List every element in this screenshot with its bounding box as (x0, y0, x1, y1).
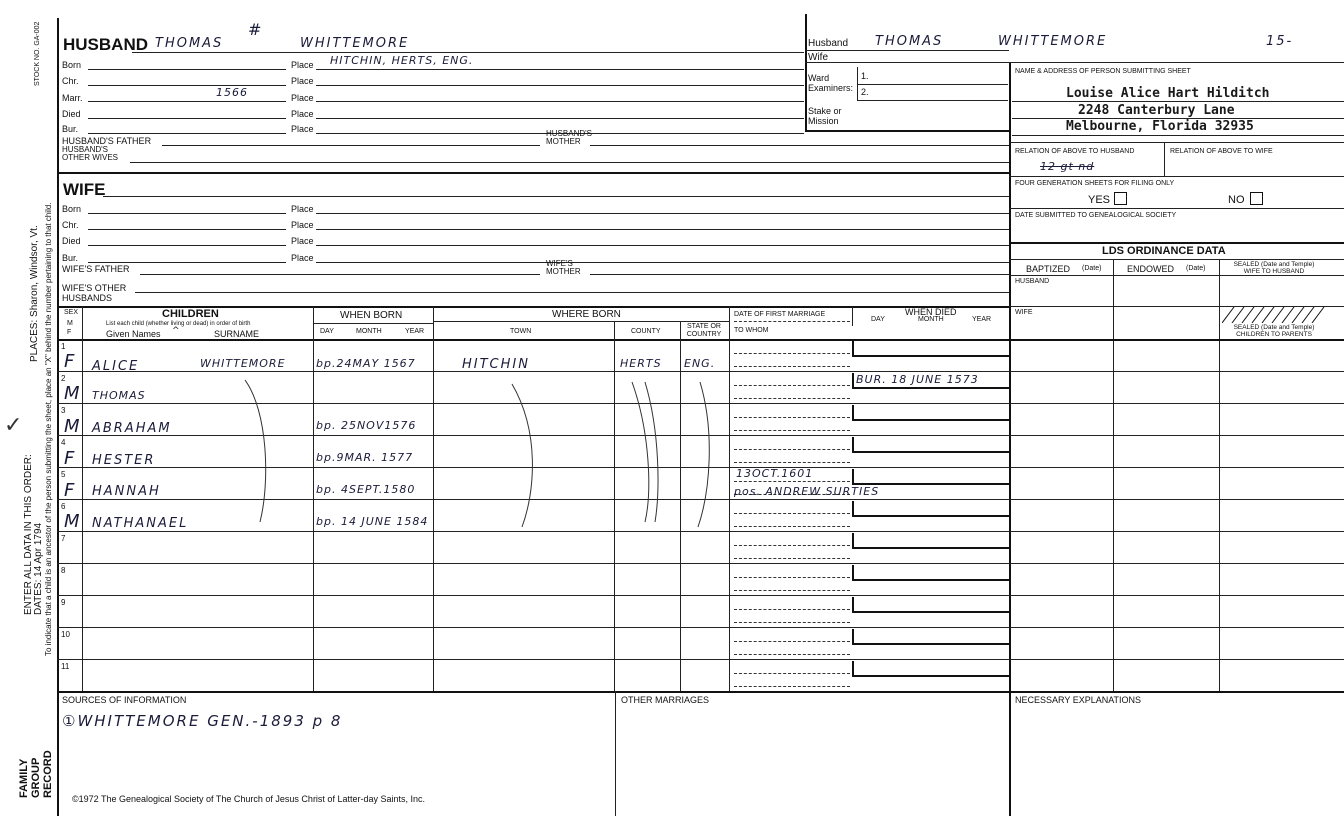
child-3-given: ABRAHAM (92, 421, 172, 436)
child-row-number: 10 (61, 630, 70, 639)
group-label: GROUP (30, 757, 42, 798)
submitter-name: Louise Alice Hart Hilditch (1066, 86, 1270, 101)
child-row-number: 9 (61, 598, 66, 607)
husband-marr-label: Marr. (62, 93, 83, 103)
child-4-born: bp.9MAR. 1577 (316, 451, 414, 464)
born-year-header: YEAR (405, 328, 425, 335)
husband-born-place-label: Place (291, 60, 314, 70)
child-1-sex: F (64, 351, 77, 372)
husband-chr-label: Chr. (62, 76, 79, 86)
died-month-header: MONTH (918, 316, 944, 323)
no-label: NO (1228, 194, 1245, 206)
header-wife-label: Wife (808, 52, 828, 63)
child-died-box[interactable] (852, 405, 1010, 421)
child-6-born: bp. 14 JUNE 1584 (316, 515, 429, 528)
family-label: FAMILY (18, 758, 30, 798)
sex-m-header: M (67, 320, 73, 327)
sex-header: SEX (64, 309, 79, 316)
places-instruction: PLACES: Sharon, Windsor, Vt. (29, 225, 40, 362)
wife-chr-label: Chr. (62, 220, 79, 230)
husband-chr-place-label: Place (291, 76, 314, 86)
child-3-sex: M (64, 416, 82, 437)
sources-label: SOURCES OF INFORMATION (62, 695, 187, 705)
husband-marr-place-label: Place (291, 93, 314, 103)
necessary-explanations-label: NECESSARY EXPLANATIONS (1015, 695, 1142, 705)
husbands-father-label: HUSBAND'S FATHER (62, 136, 152, 146)
child-1-town: HITCHIN (462, 357, 530, 372)
child-1-county: HERTS (620, 357, 662, 370)
lds-title: LDS ORDINANCE DATA (1102, 245, 1226, 257)
husbands-mother-label: HUSBAND'S MOTHER (546, 129, 592, 146)
four-generation-label: FOUR GENERATION SHEETS FOR FILING ONLY (1015, 180, 1175, 187)
endowed-date-hint: (Date) (1186, 265, 1206, 272)
examiners-label: Examiners: (808, 83, 854, 93)
sources-value: ①WHITTEMORE GEN.-1893 p 8 (62, 712, 343, 730)
wife-bur-label: Bur. (62, 253, 79, 263)
child-1-given: ALICE (92, 359, 140, 374)
enter-order-instruction: ENTER ALL DATA IN THIS ORDER: (23, 454, 34, 615)
child-died-box[interactable] (852, 661, 1010, 677)
date-submitted-label: DATE SUBMITTED TO GENEALOGICAL SOCIETY (1015, 212, 1177, 219)
husband-died-label: Died (62, 109, 81, 119)
sex-f-header: F (67, 329, 72, 336)
child-6-sex: M (64, 511, 82, 532)
header-husband-surname: WHITTEMORE (998, 34, 1108, 49)
wife-chr-place-label: Place (291, 220, 314, 230)
yes-checkbox[interactable] (1114, 192, 1127, 205)
endowed-label: ENDOWED (1127, 264, 1174, 274)
children-header: CHILDREN (162, 308, 219, 320)
child-row-number: 3 (61, 406, 66, 415)
child-6-given: NATHANAEL (92, 516, 189, 531)
child-died-box[interactable] (852, 437, 1010, 453)
born-day-header: DAY (320, 328, 334, 335)
child-1-born: bp.24MAY 1567 (316, 357, 416, 370)
examiner-1: 1. (861, 71, 869, 81)
husband-born-place: HITCHIN, HERTS, ENG. (330, 54, 474, 67)
died-day-header: DAY (871, 316, 885, 323)
husband-marr-date: 1566 (216, 86, 248, 99)
child-row-number: 4 (61, 438, 66, 447)
husbands-other-wives-label: HUSBAND'S OTHER WIVES (62, 145, 119, 162)
lds-husband-label: HUSBAND (1015, 278, 1050, 285)
child-1-surname: WHITTEMORE (200, 357, 286, 370)
when-died-header: WHEN DIED (905, 307, 957, 317)
child-5-born: bp. 4SEPT.1580 (316, 483, 416, 496)
other-marriages-label: OTHER MARRIAGES (621, 695, 710, 705)
child-died-box[interactable] (852, 629, 1010, 645)
child-5-marriage: 13OCT.1601 (736, 467, 814, 480)
sealed-wife-label: SEALED (Date and Temple) WIFE TO HUSBAND (1233, 261, 1315, 275)
child-died-box[interactable] (852, 501, 1010, 517)
ancestor-instruction: To indicate that a child is an ancestor of the person submitting the sheet, place an "X" behind the number pertaining to that child. (44, 202, 53, 656)
when-born-header: WHEN BORN (340, 310, 403, 321)
child-row-number: 6 (61, 502, 66, 511)
sealed-children-label: SEALED (Date and Temple) CHILDREN TO PARENTS (1233, 324, 1315, 338)
died-year-header: YEAR (972, 316, 992, 323)
husband-heading: HUSBAND (63, 35, 148, 54)
child-row-number: 7 (61, 534, 66, 543)
dates-instruction: DATES: 14 Apr 1794 (33, 522, 44, 615)
wife-bur-place-label: Place (291, 253, 314, 263)
child-died-box[interactable] (852, 469, 1010, 485)
child-row-number: 1 (61, 342, 66, 351)
child-3-born: bp. 25NOV1576 (316, 419, 417, 432)
husband-bur-label: Bur. (62, 124, 79, 134)
husband-bur-place-label: Place (291, 124, 314, 134)
child-row-number: 5 (61, 470, 66, 479)
child-row-number: 11 (61, 662, 70, 671)
page-number: 15- (1266, 34, 1294, 49)
wifes-mother-label: WIFE'S MOTHER (546, 259, 581, 276)
ditto-marks (240, 372, 720, 532)
stock-number: STOCK NO. GA-002 (34, 21, 41, 86)
examiner-2: 2. (861, 87, 869, 97)
copyright: ©1972 The Genealogical Society of The Church of Jesus Christ of Latter-day Saints, Inc. (72, 794, 425, 804)
surname-header: SURNAME (214, 329, 260, 339)
relation-to-husband-label: RELATION OF ABOVE TO HUSBAND (1015, 148, 1135, 155)
child-5-spouse: pos. ANDREW SURTIES (734, 485, 880, 498)
ward-label: Ward (808, 73, 830, 83)
wife-died-place-label: Place (291, 236, 314, 246)
child-died-box[interactable] (852, 597, 1010, 613)
child-row-number: 2 (61, 374, 66, 383)
yes-label: YES (1088, 194, 1111, 206)
wife-born-label: Born (62, 204, 82, 214)
husband-mark: # (248, 20, 264, 39)
header-husband-given: THOMAS (875, 34, 944, 49)
child-2-died: BUR. 18 JUNE 1573 (856, 373, 979, 386)
header-husband-label: Husband (808, 38, 849, 49)
husband-died-place-label: Place (291, 109, 314, 119)
child-5-given: HANNAH (92, 484, 161, 499)
lds-wife-label: WIFE (1015, 309, 1033, 316)
child-row-number: 8 (61, 566, 66, 575)
surname-mark: ^ (172, 326, 181, 336)
wife-heading: WIFE (63, 180, 106, 199)
wife-died-label: Died (62, 236, 81, 246)
husband-given-name: THOMAS (155, 36, 224, 51)
wifes-father-label: WIFE'S FATHER (62, 264, 130, 274)
county-header: COUNTY (631, 328, 661, 335)
husband-surname: WHITTEMORE (300, 36, 410, 51)
child-5-sex: F (64, 480, 77, 501)
child-died-box[interactable] (852, 565, 1010, 581)
wife-born-place-label: Place (291, 204, 314, 214)
child-2-sex: M (64, 383, 82, 404)
record-label: RECORD (42, 750, 54, 798)
child-2-given: THOMAS (92, 389, 146, 402)
wifes-other-husbands-label: WIFE'S OTHER HUSBANDS (62, 283, 127, 303)
relation-to-husband-value: 12 gt nd (1040, 160, 1095, 173)
child-died-box[interactable] (852, 341, 1010, 357)
submitter-label: NAME & ADDRESS OF PERSON SUBMITTING SHEET (1015, 68, 1191, 75)
baptized-label: BAPTIZED (1026, 264, 1071, 274)
husband-born-label: Born (62, 60, 82, 70)
child-4-sex: F (64, 448, 77, 469)
state-country-header: STATE OR COUNTRY (686, 323, 722, 338)
born-month-header: MONTH (356, 328, 382, 335)
no-checkbox[interactable] (1250, 192, 1263, 205)
submitter-street: 2248 Canterbury Lane (1078, 103, 1235, 118)
relation-to-wife-label: RELATION OF ABOVE TO WIFE (1170, 148, 1273, 155)
town-header: TOWN (510, 328, 532, 335)
check-mark-icon: ✓ (4, 412, 23, 437)
submitter-city: Melbourne, Florida 32935 (1066, 119, 1254, 134)
child-4-given: HESTER (92, 453, 156, 468)
where-born-header: WHERE BORN (552, 309, 621, 320)
child-1-country: ENG. (684, 357, 716, 370)
stake-mission-label: Stake or Mission (808, 106, 842, 126)
given-names-header: Given Names (106, 329, 161, 339)
hatched-box-icon (1222, 307, 1326, 323)
first-marriage-header: DATE OF FIRST MARRIAGE (734, 311, 826, 318)
baptized-date-hint: (Date) (1082, 265, 1102, 272)
child-died-box[interactable] (852, 533, 1010, 549)
to-whom-header: TO WHOM (734, 327, 769, 334)
children-subheader: List each child (whether living or dead) in order of birth (106, 321, 251, 327)
